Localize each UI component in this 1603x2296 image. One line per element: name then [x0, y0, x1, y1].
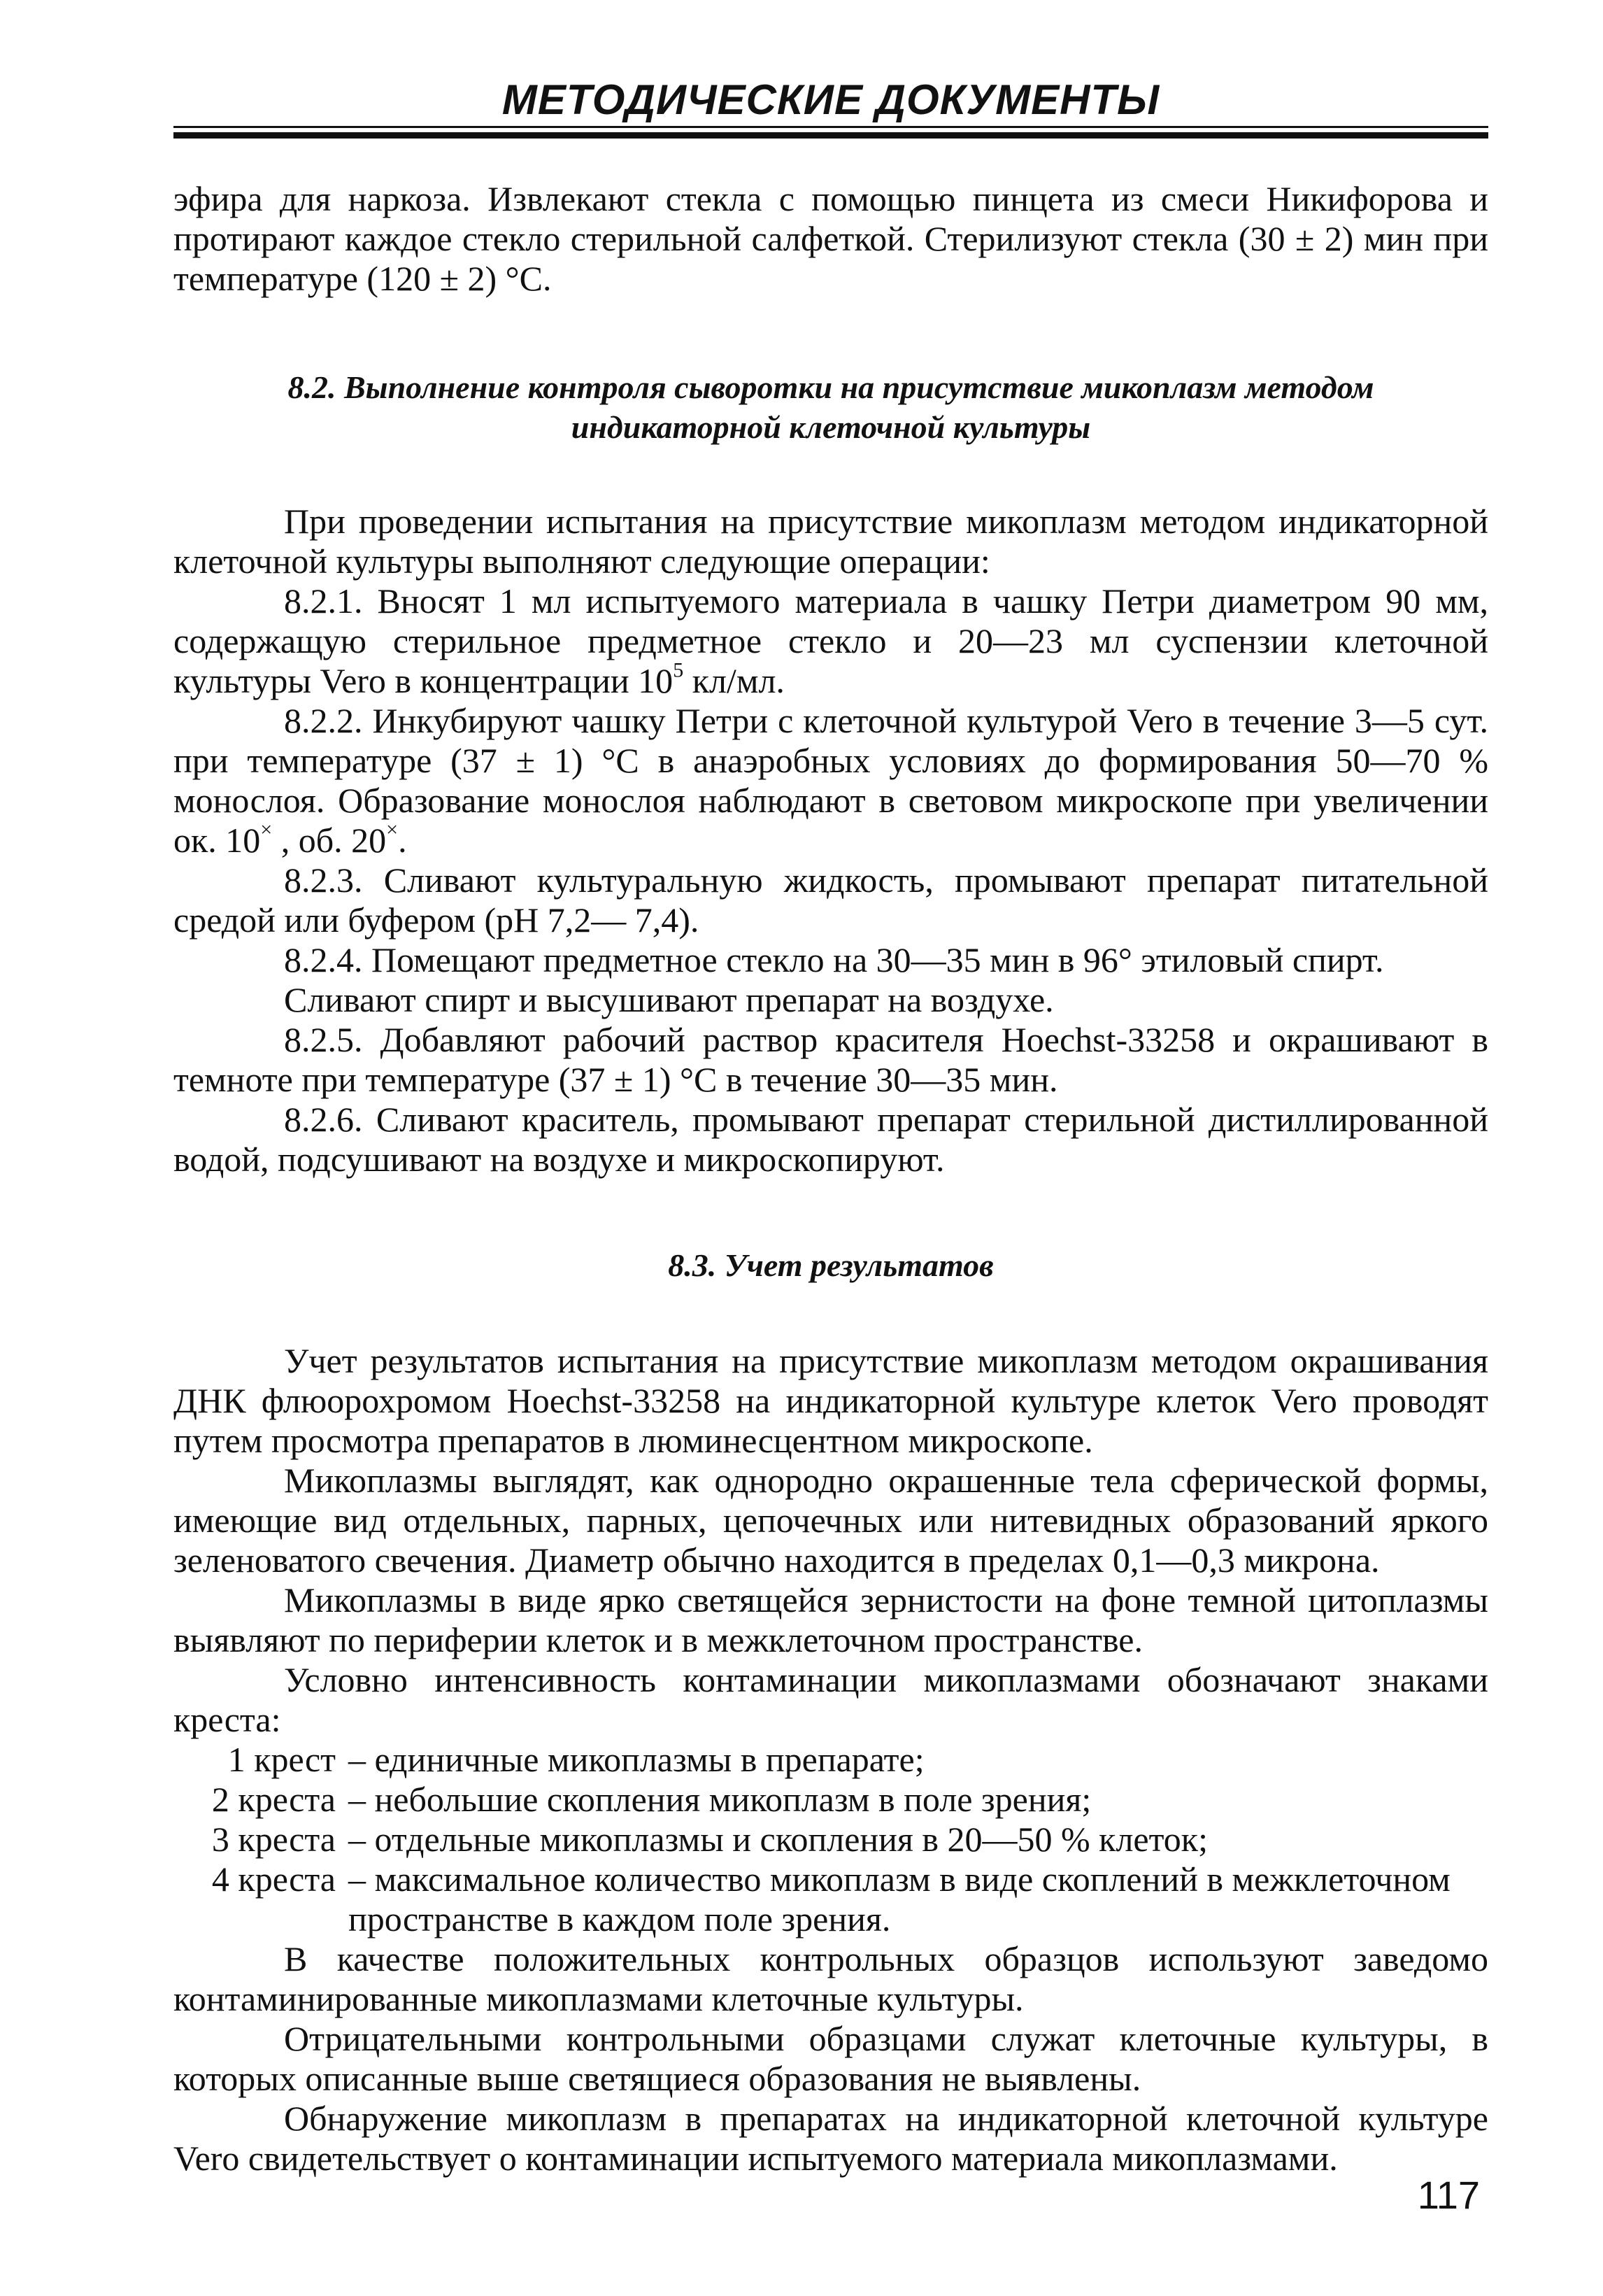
intro-paragraph: эфира для наркоза. Извлекают стекла с помощью пинцета из смеси Никифорова и протирают каждое стекло стерильной салфеткой. Стерилизуют стекла (30 ± 2) мин при температуре (120 ± 2) °С.	[173, 179, 1488, 298]
cross-scale-list	[173, 1740, 1488, 1939]
results-paragraph-6: Отрицательными контрольными образцами служат клеточные культуры, в которых описанные выше светящиеся образования не выявлены.	[173, 2019, 1488, 2098]
step-8-2-3: 8.2.3. Сливают культуральную жидкость, промывают препарат питательной средой или буфером (рН 7,2— 7,4).	[173, 860, 1488, 940]
section-8-2-title-line2: индикаторной клеточной культуры	[571, 409, 1091, 445]
step-8-2-6: 8.2.6. Сливают краситель, промывают препарат стерильной дистиллированной водой, подсушивают на воздухе и микроскопируют.	[173, 1100, 1488, 1179]
list-item-label: 2 креста	[211, 1780, 336, 1819]
step-8-2-2	[173, 701, 1488, 860]
header-rule-thick	[173, 132, 1488, 139]
step-8-2-2-exp1: ×	[260, 818, 273, 842]
list-item-text: – отдельные микоплазмы и скопления в 20—50 % клеток;	[348, 1820, 1208, 1859]
step-8-2-1-exponent: 5	[673, 658, 684, 682]
step-8-2-2-text: 8.2.2. Инкубируют чашку Петри с клеточной культурой Vero в течение 3—5 сут. при температуре (37 ± 1) °С в анаэробных условиях до формирования 50—70 % монослоя. Образование монослоя наблюдают в световом микроскопе при увеличении ок. 10	[173, 701, 1488, 860]
list-item	[173, 1820, 1488, 1859]
step-8-2-4: 8.2.4. Помещают предметное стекло на 30—35 мин в 96° этиловый спирт.	[284, 940, 1384, 979]
list-item	[173, 1740, 1488, 1780]
step-8-2-1-text: 8.2.1. Вносят 1 мл испытуемого материала в чашку Петри диаметром 90 мм, содержащую стерильное предметное стекло и 20—23 мл суспензии клеточной культуры Vero в концентрации 10	[173, 581, 1488, 700]
list-item-text: – единичные микоплазмы в препарате;	[348, 1740, 925, 1779]
step-8-2-5: 8.2.5. Добавляют рабочий раствор красителя Hoechst-33258 и окрашивают в темноте при температуре (37 ± 1) °С в течение 30—35 мин.	[173, 1020, 1488, 1099]
results-paragraph-2: Микоплазмы выглядят, как однородно окрашенные тела сферической формы, имеющие вид отдельных, парных, цепочечных или нитевидных образований яркого зеленоватого свечения. Диаметр обычно находится в пределах 0,1—0,3 микрона.	[173, 1461, 1488, 1580]
section-8-2-lead: При проведении испытания на присутствие микоплазм методом индикаторной клеточной культуры выполняют следующие операции:	[173, 502, 1488, 581]
list-item-text: – максимальное количество микоплазм в виде скоплений в межклеточном пространстве в каждом поле зрения.	[348, 1859, 1451, 1939]
header-rule-thin	[173, 126, 1488, 128]
list-item	[173, 1859, 1488, 1939]
results-paragraph-5: В качестве положительных контрольных образцов используют заведомо контаминированные микоплазмами клеточные культуры.	[173, 1939, 1488, 2018]
list-item-text: – небольшие скопления микоплазм в поле зрения;	[348, 1780, 1092, 1819]
list-item	[173, 1780, 1488, 1820]
step-8-2-1	[173, 581, 1488, 701]
results-paragraph-1: Учет результатов испытания на присутствие микоплазм методом окрашивания ДНК флюорохромом Hoechst-33258 на индикаторной культуре клеток Vero проводят путем просмотра препаратов в люминесцентном микроскопе.	[173, 1341, 1488, 1460]
results-paragraph-4: Условно интенсивность контаминации микоплазмами обозначают знаками креста:	[173, 1660, 1488, 1739]
section-8-2-title-line1: 8.2. Выполнение контроля сыворотки на присутствие микоплазм методом	[287, 369, 1374, 405]
step-8-2-4-continued: Сливают спирт и высушивают препарат на воздухе.	[284, 980, 1054, 1019]
step-8-2-2-mid: , об. 20	[272, 821, 387, 860]
results-paragraph-3: Микоплазмы в виде ярко светящейся зернистости на фоне темной цитоплазмы выявляют по периферии клеток и в межклеточном пространстве.	[173, 1580, 1488, 1659]
list-item-label: 4 креста	[211, 1859, 336, 1899]
results-paragraph-7: Обнаружение микоплазм в препаратах на индикаторной клеточной культуре Vero свидетельствует о контаминации испытуемого материала микоплазмами.	[173, 2099, 1488, 2178]
document-page	[173, 77, 1488, 2178]
section-8-3-title: 8.3. Учет результатов	[668, 1247, 994, 1283]
step-8-2-2-exp2: ×	[386, 818, 399, 842]
list-item-label: 1 крест	[227, 1740, 336, 1779]
step-8-2-2-end: .	[398, 821, 407, 860]
list-item-label: 3 креста	[211, 1820, 336, 1859]
step-8-2-1-tail: кл/мл.	[683, 661, 785, 700]
page-number: 117	[1417, 2173, 1480, 2217]
running-header: МЕТОДИЧЕСКИЕ ДОКУМЕНТЫ	[501, 76, 1160, 123]
